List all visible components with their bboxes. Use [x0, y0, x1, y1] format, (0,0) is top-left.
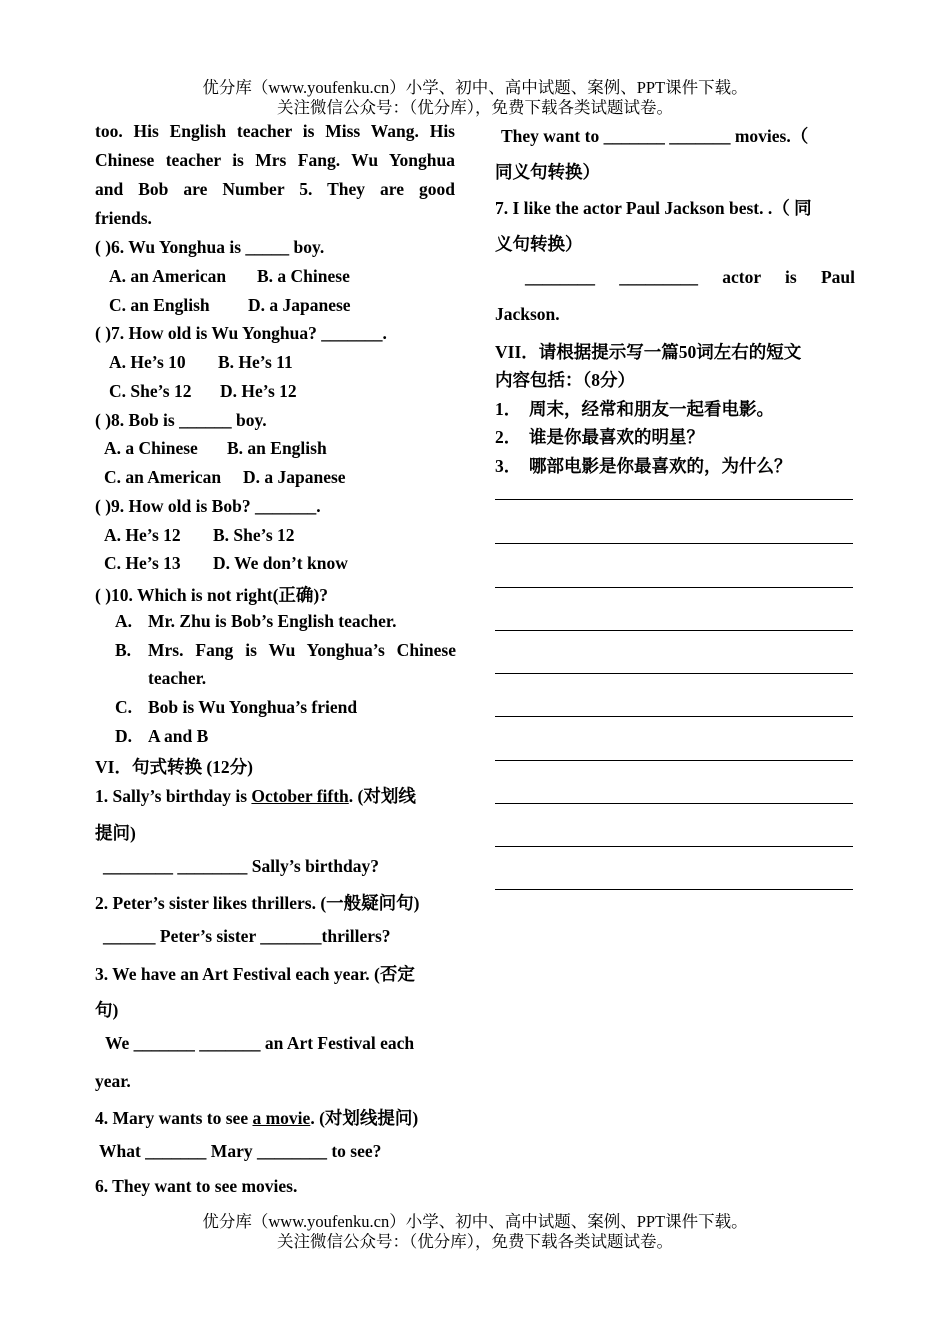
- footer-banner: [0, 1212, 950, 1252]
- sentence-7: 7. I like the actor Paul Jackson best. .（ 同: [495, 198, 812, 218]
- section-6-heading: VI．句式转换 (12分): [95, 757, 253, 777]
- question-10-option-a: Mr. Zhu is Bob’s English teacher.: [148, 611, 397, 631]
- sentence-1-answer-line: ________ ________ Sally’s birthday?: [103, 856, 379, 876]
- sentence-2-answer-line: ______ Peter’s sister _______thrillers?: [103, 926, 391, 946]
- question-6-option-d: D. a Japanese: [248, 295, 351, 315]
- question-10-label-c: C.: [115, 697, 133, 717]
- sentence-3-answer-cont: year.: [95, 1071, 131, 1091]
- question-10-label-b: B.: [115, 640, 132, 660]
- sentence-3-cont: 句): [95, 1000, 119, 1020]
- sentence-7-cont: 义句转换）: [495, 234, 583, 254]
- footer-banner-line-1: 优分库（www.youfenku.cn）小学、初中、高中试题、案例、PPT课件下载。: [202, 1212, 748, 1231]
- writing-prompt: 3． 哪部电影是你最喜欢的，为什么？: [495, 456, 792, 476]
- writing-line[interactable]: [495, 587, 853, 588]
- writing-line[interactable]: [495, 673, 853, 674]
- writing-line[interactable]: [495, 803, 853, 804]
- writing-prompt: 1． 周末，经常和朋友一起看电影。: [495, 399, 774, 419]
- writing-line[interactable]: [495, 543, 853, 544]
- question-10-stem: ( )10. Which is not right(正确)?: [95, 585, 329, 605]
- question-10-option-d: A and B: [148, 726, 209, 746]
- question-10-option-c: Bob is Wu Yonghua’s friend: [148, 697, 358, 717]
- question-6-option-a: A. an American: [109, 266, 227, 286]
- writing-line[interactable]: [495, 499, 853, 500]
- header-banner-line-1: 优分库（www.youfenku.cn）小学、初中、高中试题、案例、PPT课件下载。: [202, 78, 748, 97]
- sentence-4: 4. Mary wants to see a movie. (对划线提问): [95, 1108, 419, 1128]
- sentence-7-answer-line: ________ _________ actor is Paul: [525, 267, 855, 287]
- question-10-label-a: A.: [115, 611, 133, 631]
- sentence-1-cont: 提问): [95, 823, 136, 843]
- section-7-heading: VII．请根据提示写一篇50词左右的短文: [495, 342, 802, 362]
- question-6-option-c: C. an English: [109, 295, 210, 315]
- question-7-option-d: D. He’s 12: [220, 381, 297, 401]
- sentence-6-note: 同义句转换）: [495, 162, 600, 182]
- writing-line[interactable]: [495, 716, 853, 717]
- header-banner-line-2: 关注微信公众号：（优分库），免费下载各类试题试卷。: [277, 98, 673, 117]
- question-9-option-b: B. She’s 12: [213, 525, 295, 545]
- question-6-option-b: B. a Chinese: [257, 266, 350, 286]
- sentence-2: 2. Peter’s sister likes thrillers. (一般疑问句): [95, 893, 420, 913]
- sentence-3: 3. We have an Art Festival each year. (否定: [95, 964, 415, 984]
- sentence-1: 1. Sally’s birthday is October fifth. (对划线: [95, 786, 416, 806]
- question-6-stem: ( )6. Wu Yonghua is _____ boy.: [95, 237, 325, 257]
- question-9-option-d: D. We don’t know: [213, 553, 348, 573]
- question-9-option-c: C. He’s 13: [104, 553, 181, 573]
- footer-banner-line-2: 关注微信公众号：（优分库），免费下载各类试题试卷。: [277, 1232, 673, 1251]
- writing-line[interactable]: [495, 630, 853, 631]
- writing-line[interactable]: [495, 846, 853, 847]
- writing-prompt: 2． 谁是你最喜欢的明星？: [495, 427, 704, 447]
- sentence-6: 6. They want to see movies.: [95, 1176, 298, 1196]
- sentence-3-answer-line: We _______ _______ an Art Festival each: [105, 1033, 415, 1053]
- question-8-option-a: A. a Chinese: [104, 438, 198, 458]
- header-banner: [0, 78, 950, 118]
- passage-line: and Bob are Number 5. They are good: [95, 179, 455, 199]
- question-8-stem: ( )8. Bob is ______ boy.: [95, 410, 267, 430]
- question-10-label-d: D.: [115, 726, 133, 746]
- passage-line: Chinese teacher is Mrs Fang. Wu Yonghua: [95, 150, 455, 170]
- sentence-6-answer-line: They want to _______ _______ movies.（: [501, 126, 809, 146]
- underlined-phrase: October fifth: [251, 786, 349, 806]
- section-7-subheading: 内容包括：（8分）: [495, 370, 635, 390]
- question-7-option-b: B. He’s 11: [218, 352, 293, 372]
- sentence-7-answer-cont: Jackson.: [495, 304, 560, 324]
- question-9-option-a: A. He’s 12: [104, 525, 181, 545]
- question-10-option-b-cont: teacher.: [148, 668, 207, 688]
- question-7-option-a: A. He’s 10: [109, 352, 186, 372]
- passage-line: too. His English teacher is Miss Wang. His: [95, 121, 455, 141]
- writing-line[interactable]: [495, 760, 853, 761]
- question-10-option-b: Mrs. Fang is Wu Yonghua’s Chinese: [148, 640, 456, 660]
- question-7-stem: ( )7. How old is Wu Yonghua? _______.: [95, 323, 387, 343]
- question-9-stem: ( )9. How old is Bob? _______.: [95, 496, 321, 516]
- question-8-option-d: D. a Japanese: [243, 467, 346, 487]
- question-7-option-c: C. She’s 12: [109, 381, 192, 401]
- sentence-4-answer-line: What _______ Mary ________ to see?: [99, 1141, 382, 1161]
- question-8-option-b: B. an English: [227, 438, 327, 458]
- passage-line: friends.: [95, 208, 152, 228]
- writing-line[interactable]: [495, 889, 853, 890]
- underlined-phrase: a movie: [252, 1108, 311, 1128]
- question-8-option-c: C. an American: [104, 467, 222, 487]
